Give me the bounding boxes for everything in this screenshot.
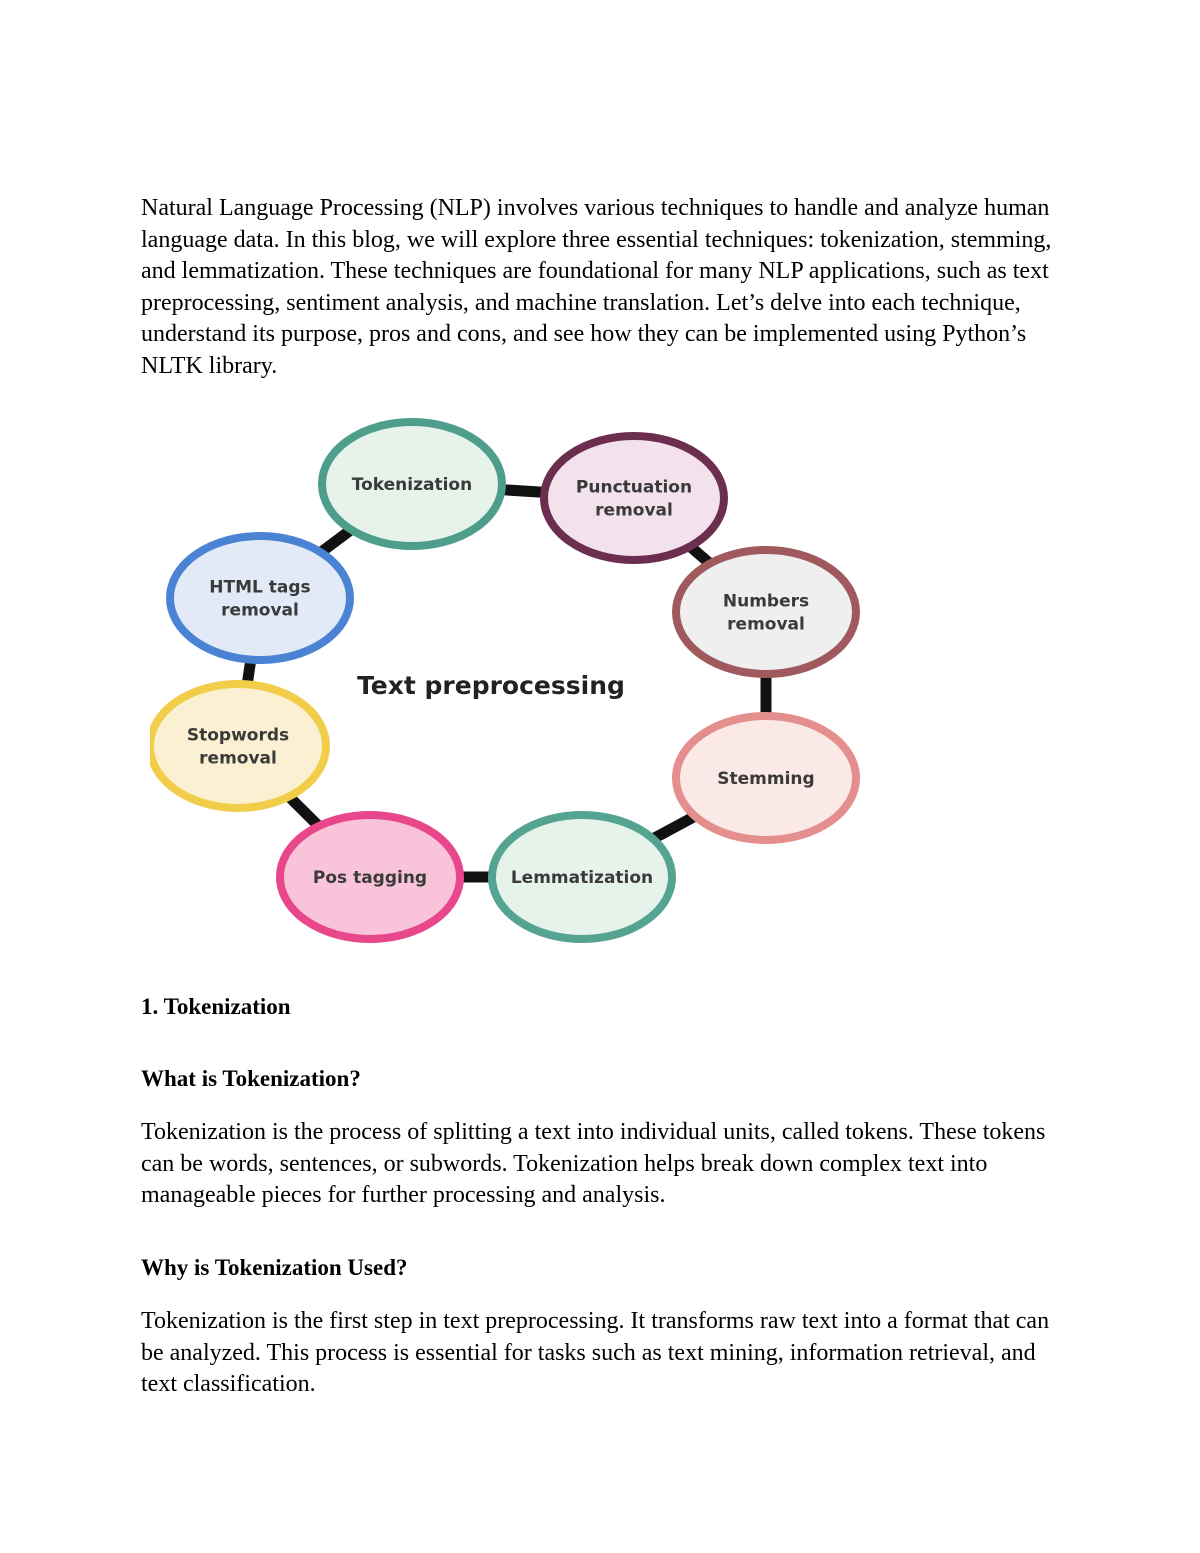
why-paragraph: Tokenization is the first step in text preprocessing. It transforms raw text into a format that can be analyzed. This process is essential for tasks such as text mining, information retrieval, and text classification. xyxy=(141,1308,1050,1398)
diagram-center-label: Text preprocessing xyxy=(357,671,625,700)
diagram-node xyxy=(280,815,460,939)
diagram-node-label: Stopwords xyxy=(186,725,290,746)
diagram-node-circle xyxy=(676,550,856,674)
diagram-node xyxy=(492,815,672,939)
diagram-node-label: removal xyxy=(727,614,805,635)
diagram-node-label: Tokenization xyxy=(351,475,473,495)
diagram-node xyxy=(150,684,326,808)
diagram-node-label: removal xyxy=(199,748,277,769)
what-heading: What is Tokenization? xyxy=(141,1066,361,1091)
diagram-node-label: HTML tags xyxy=(209,577,311,598)
diagram-node-circle xyxy=(150,684,326,808)
what-paragraph: Tokenization is the process of splitting a text into individual units, called tokens. These tokens can be words, sentences, or subwords. Tokenization helps break down complex text into manageable pieces for further processing and analysis. xyxy=(141,1119,1046,1209)
section-heading: 1. Tokenization xyxy=(141,994,291,1019)
diagram-node xyxy=(170,536,350,660)
diagram-node-label: removal xyxy=(595,500,673,521)
why-heading: Why is Tokenization Used? xyxy=(141,1255,408,1280)
intro-paragraph: Natural Language Processing (NLP) involves various techniques to handle and analyze human language data. In this blog, we will explore three essential techniques: tokenization, stemming, and lemmatization. These techniques are foundational for many NLP applications, such as text preprocessing, sentiment analysis, and machine translation. Let’s delve into each technique, understand its purpose, pros and cons, and see how they can be implemented using Python’s NLTK library. xyxy=(141,195,1052,379)
diagram-node-label: Lemmatization xyxy=(510,868,654,888)
diagram-node-circle xyxy=(544,436,724,560)
diagram-node-label: Pos tagging xyxy=(312,868,428,888)
diagram-node-label: Stemming xyxy=(717,769,815,789)
diagram-node-label: removal xyxy=(221,600,299,621)
diagram-node-label: Punctuation xyxy=(575,477,693,498)
diagram-node-circle xyxy=(170,536,350,660)
diagram-node xyxy=(544,436,724,560)
text-preprocessing-diagram xyxy=(150,418,880,958)
diagram-node xyxy=(322,422,502,546)
diagram-node xyxy=(676,550,856,674)
diagram-node-label: Numbers xyxy=(722,591,810,612)
diagram-node xyxy=(676,716,856,840)
